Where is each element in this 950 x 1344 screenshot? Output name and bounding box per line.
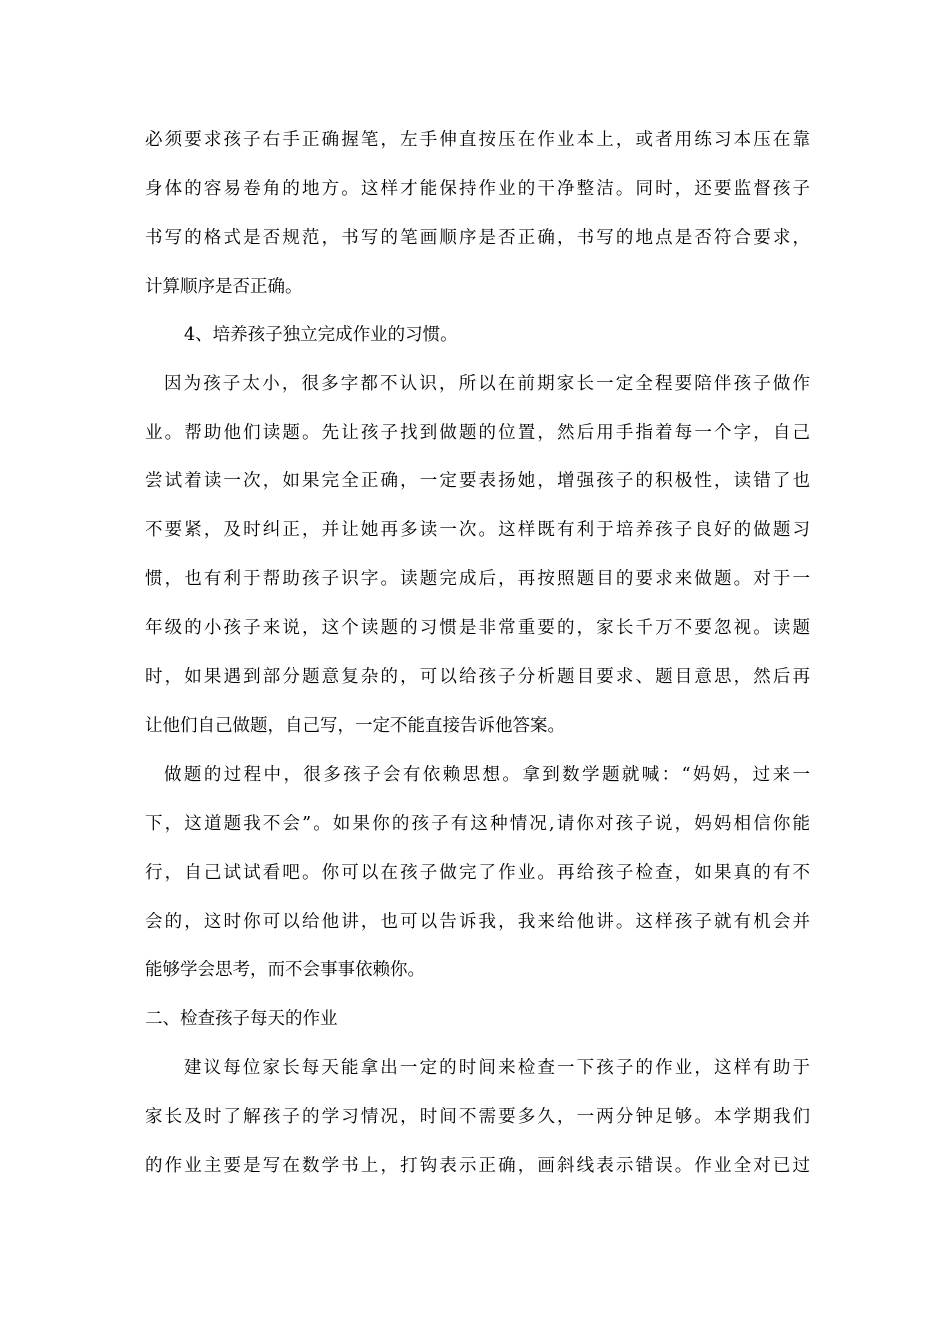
text-line: 家长及时了解孩子的学习情况，时间不需要多久，一两分钟足够。本学期我们 (145, 1107, 810, 1127)
text-line: 尝试着读一次，如果完全正确，一定要表扬她，增强孩子的积极性，读错了也 (145, 471, 810, 491)
text-line: 身体的容易卷角的地方。这样才能保持作业的干净整洁。同时，还要监督孩子 (145, 179, 810, 199)
text-line: 业。帮助他们读题。先让孩子找到做题的位置，然后用手指着每一个字，自己 (145, 423, 810, 443)
section-heading: 二、检查孩子每天的作业 (145, 1009, 338, 1029)
text-line: 让他们自己做题，自己写，一定不能直接告诉他答案。 (145, 716, 565, 736)
text-line: 能够学会思考，而不会事事依赖你。 (145, 960, 425, 980)
text-line: 计算顺序是否正确。 (145, 277, 303, 297)
text-line: 年级的小孩子来说，这个读题的习惯是非常重要的，家长千万不要忽视。读题 (145, 618, 810, 638)
text-line: 会的，这时你可以给他讲，也可以告诉我，我来给他讲。这样孩子就有机会并 (145, 912, 810, 932)
text-line: 惯，也有利于帮助孩子识字。读题完成后，再按照题目的要求来做题。对于一 (145, 569, 810, 589)
text-line: 做题的过程中，很多孩子会有依赖思想。拿到数学题就喊：“妈妈，过来一 (164, 765, 810, 785)
text-line: 书写的格式是否规范，书写的笔画顺序是否正确，书写的地点是否符合要求， (145, 228, 810, 248)
text-line: 的作业主要是写在数学书上，打钩表示正确，画斜线表示错误。作业全对已过 (145, 1156, 810, 1176)
text-line: 不要紧，及时纠正，并让她再多读一次。这样既有利于培养孩子良好的做题习 (145, 520, 810, 540)
text-line: 行，自己试试看吧。你可以在孩子做完了作业。再给孩子检查，如果真的有不 (145, 863, 810, 883)
text-line: 时，如果遇到部分题意复杂的，可以给孩子分析题目要求、题目意思，然后再 (145, 667, 810, 687)
text-line: 必须要求孩子右手正确握笔，左手伸直按压在作业本上，或者用练习本压在靠 (145, 130, 810, 150)
text-line: 因为孩子太小，很多字都不认识，所以在前期家长一定全程要陪伴孩子做作 (164, 374, 810, 394)
text-line: 下，这道题我不会”。如果你的孩子有这种情况,请你对孩子说，妈妈相信你能 (145, 814, 810, 834)
section-heading: 4、培养孩子独立完成作业的习惯。 (184, 325, 458, 345)
text-line: 建议每位家长每天能拿出一定的时间来检查一下孩子的作业，这样有助于 (184, 1058, 810, 1078)
